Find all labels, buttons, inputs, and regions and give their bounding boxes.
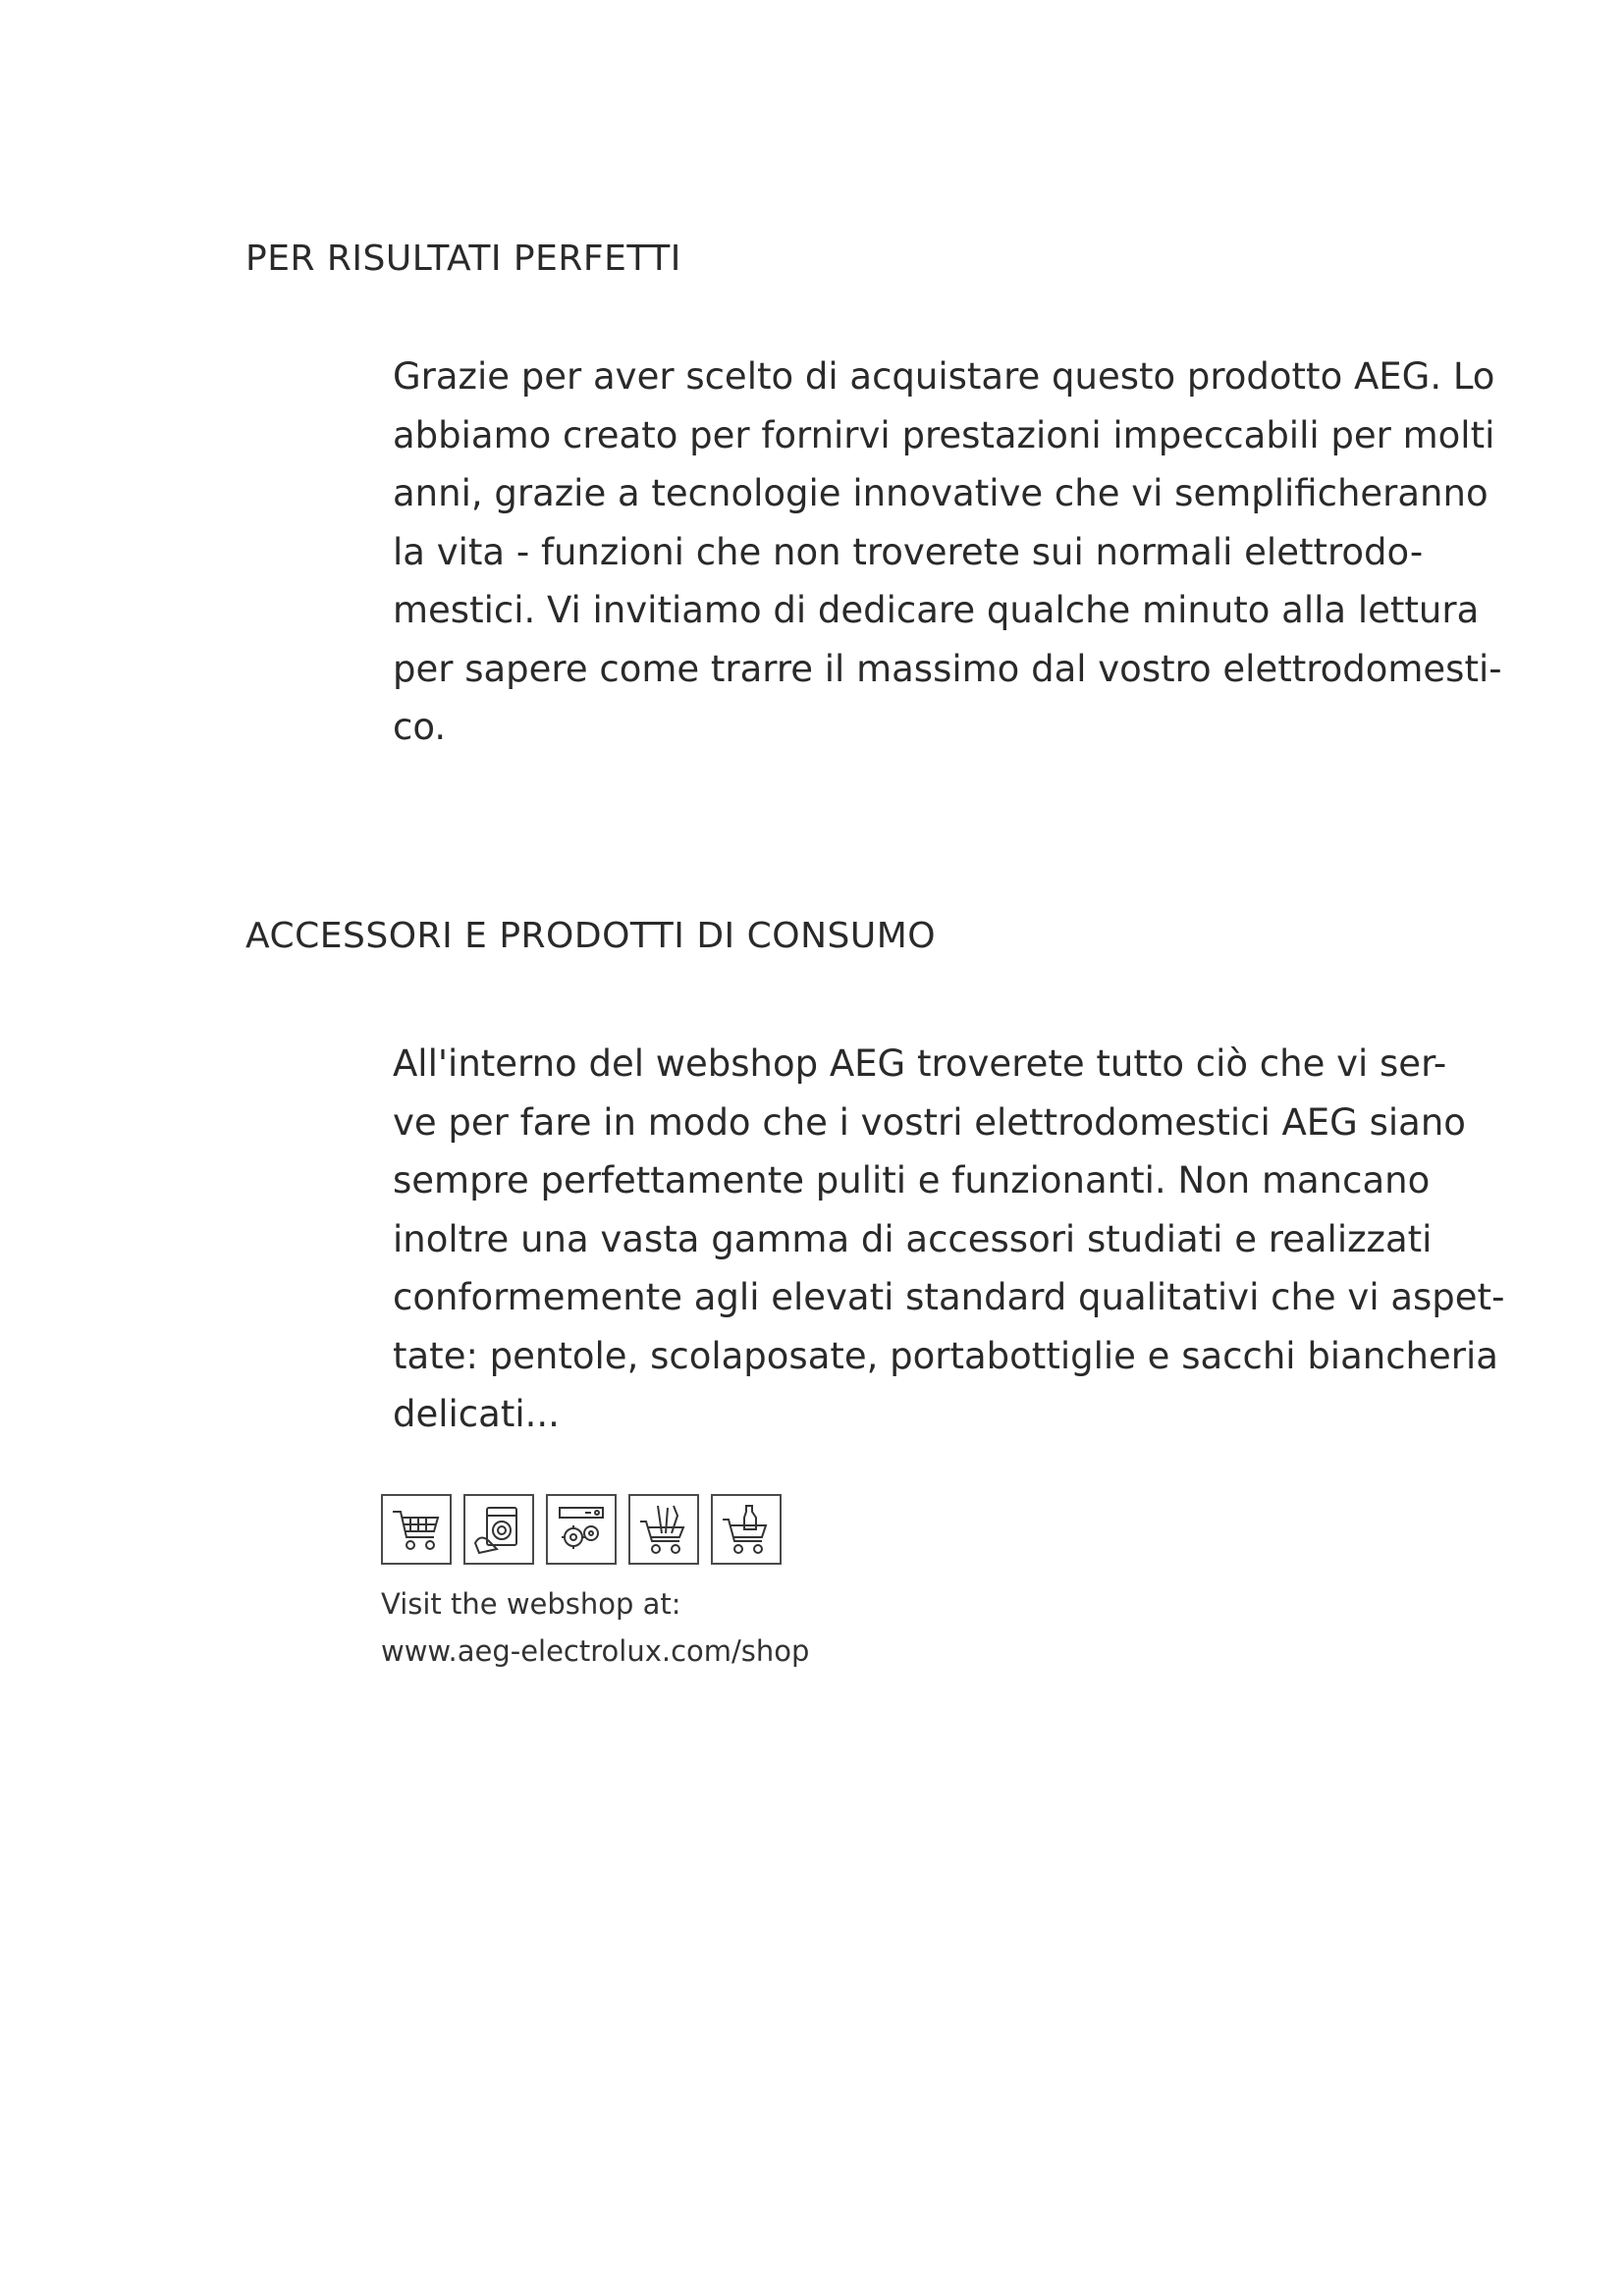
paragraph-line: abbiamo creato per fornirvi prestazioni impeccabili per molti [393,413,1495,456]
intro-paragraph [393,347,1502,757]
section-heading-perfect-results: PER RISULTATI PERFETTI [245,239,681,279]
paragraph-line: inoltre una vasta gamma di accessori studiati e realizzati [393,1217,1433,1260]
paragraph-line: ve per fare in modo che i vostri elettrodomestici AEG siano [393,1100,1466,1144]
paragraph-line: tate: pentole, scolaposate, portabottiglie e sacchi biancheria [393,1334,1498,1377]
paragraph-line: la vita - funzioni che non troverete sui normali elettrodo- [393,530,1424,573]
shopping-cart-icon [381,1494,452,1565]
section-heading-accessories: ACCESSORI E PRODOTTI DI CONSUMO [245,916,937,956]
cart-utensils-icon [628,1494,699,1565]
webshop-note [381,1580,809,1675]
paragraph-line: anni, grazie a tecnologie innovative che vi semplificheranno [393,472,1489,514]
appliance-gear-icon [546,1494,617,1565]
paragraph-line: delicati... [393,1393,560,1435]
webshop-icon-row [381,1494,782,1565]
washing-machine-hand-icon [463,1494,534,1565]
paragraph-line: Grazie per aver scelto di acquistare questo prodotto AEG. Lo [393,355,1495,398]
webshop-url[interactable]: www.aeg-electrolux.com/shop [381,1634,810,1668]
accessories-paragraph [393,1035,1504,1444]
webshop-label: Visit the webshop at: [381,1587,681,1621]
cart-bottle-icon [711,1494,782,1565]
paragraph-line: mestici. Vi invitiamo di dedicare qualche minuto alla lettura [393,589,1480,631]
paragraph-line: per sapere come trarre il massimo dal vostro elettrodomesti- [393,647,1502,690]
paragraph-line: conformemente agli elevati standard qualitativi che vi aspet- [393,1276,1505,1318]
paragraph-line: sempre perfettamente puliti e funzionanti. Non mancano [393,1159,1431,1201]
paragraph-line: co. [393,706,447,748]
paragraph-line: All'interno del webshop AEG troverete tutto ciò che vi ser- [393,1042,1447,1085]
